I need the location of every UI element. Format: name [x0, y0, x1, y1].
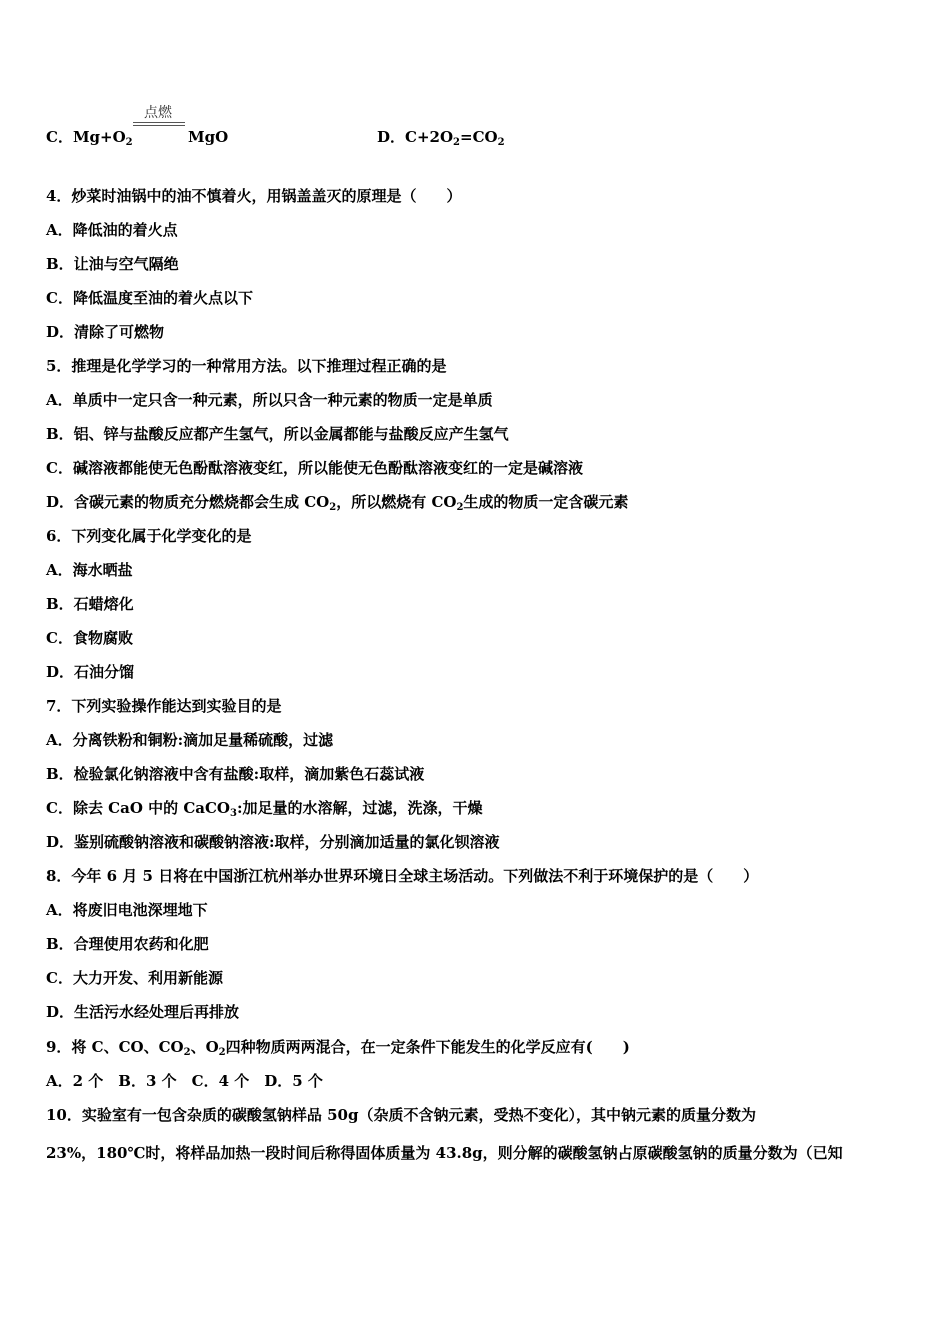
q9-options: A．2 个 B．3 个 C．4 个 D．5 个	[46, 1072, 323, 1090]
q7-option-c: C．除去 CaO 中的 CaCO$_3$:加足量的水溶解，过滤，洗涤，干燥	[46, 799, 483, 819]
q5-option-b: B．铝、锌与盐酸反应都产生氢气，所以金属都能与盐酸反应产生氢气	[46, 425, 509, 443]
q6-option-d: D．石油分馏	[46, 663, 135, 681]
q6-option-a: A．海水晒盐	[46, 561, 133, 579]
q3-option-c-product: MgO	[188, 128, 229, 146]
q3-option-d: D．$C+2O_2=CO_2$	[377, 128, 505, 148]
q10-line-1: 10．实验室有一包含杂质的碳酸氢钠样品 50g（杂质不含钠元素，受热不变化），其中钠元素的质量分数为	[46, 1106, 756, 1124]
q4-stem: 4．炒菜时油锅中的油不慎着火，用锅盖盖灭的原理是（ ）	[46, 187, 462, 205]
q8-option-b: B．合理使用农药和化肥	[46, 935, 209, 953]
q7-option-a: A．分离铁粉和铜粉:滴加足量稀硫酸，过滤	[46, 731, 334, 749]
q4-option-d: D．清除了可燃物	[46, 323, 165, 341]
q6-option-c: C．食物腐败	[46, 629, 133, 647]
q4-option-a: A．降低油的着火点	[46, 221, 178, 239]
q7-option-b: B．检验氯化钠溶液中含有盐酸:取样，滴加紫色石蕊试液	[46, 765, 425, 783]
q4-option-c: C．降低温度至油的着火点以下	[46, 289, 253, 307]
q9-stem: 9．将 C、CO、$CO_2$、$O_2$四种物质两两混合，在一定条件下能发生的化学反应有( )	[46, 1038, 630, 1058]
reaction-condition-label: 点燃	[144, 105, 172, 121]
q6-stem: 6．下列变化属于化学变化的是	[46, 527, 252, 545]
q7-stem: 7．下列实验操作能达到实验目的是	[46, 697, 282, 715]
q5-stem: 5．推理是化学学习的一种常用方法。以下推理过程正确的是	[46, 357, 447, 375]
q3-option-c: C．$Mg+O_2$	[46, 128, 133, 148]
q5-option-a: A．单质中一定只含一种元素，所以只含一种元素的物质一定是单质	[46, 391, 493, 409]
q8-option-d: D．生活污水经处理后再排放	[46, 1003, 240, 1021]
q4-option-b: B．让油与空气隔绝	[46, 255, 179, 273]
reaction-arrow-equals	[133, 122, 185, 126]
q8-option-a: A．将废旧电池深埋地下	[46, 901, 208, 919]
q6-option-b: B．石蜡熔化	[46, 595, 134, 613]
q8-option-c: C．大力开发、利用新能源	[46, 969, 223, 987]
q10-line-2: 23%，180℃时，将样品加热一段时间后称得固体质量为 43.8g，则分解的碳酸氢钠占原碳酸氢钠的质量分数为（已知	[46, 1144, 843, 1162]
q5-option-d: D．含碳元素的物质充分燃烧都会生成 $CO_2$，所以燃烧有 $CO_2$生成的物质一定含碳元素	[46, 493, 629, 513]
q7-option-d: D．鉴别硫酸钠溶液和碳酸钠溶液:取样，分别滴加适量的氯化钡溶液	[46, 833, 500, 851]
q8-stem: 8．今年 6 月 5 日将在中国浙江杭州举办世界环境日全球主场活动。下列做法不利于环境保护的是（ ）	[46, 867, 759, 885]
q5-option-c: C．碱溶液都能使无色酚酞溶液变红，所以能使无色酚酞溶液变红的一定是碱溶液	[46, 459, 583, 477]
